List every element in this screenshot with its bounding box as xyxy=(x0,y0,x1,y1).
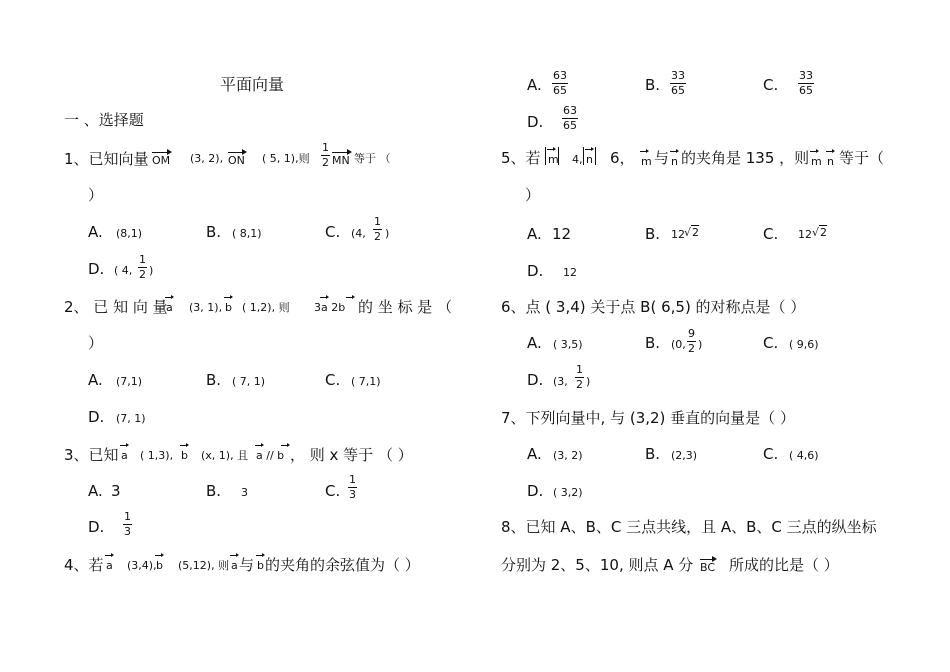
q4-vec-b: b xyxy=(156,559,163,572)
q5-option-b-value: 12 xyxy=(671,228,685,241)
q2-option-b-value: ( 7, 1) xyxy=(232,375,266,388)
q3-par-b-arrow xyxy=(281,443,290,448)
q7-stem: 7、下列向量中, 与 (3,2) 垂直的向量是（ ） xyxy=(501,409,795,427)
q3-vec-a: a xyxy=(121,449,128,462)
q3-parallel: a // b xyxy=(256,449,285,462)
q1-c-den: 2 xyxy=(374,230,381,243)
q5-n-arrow xyxy=(585,147,594,152)
q1-option-d-label: D. xyxy=(88,260,105,278)
q3-stem-tail: ， 则 x 等于 （ ） xyxy=(290,446,413,464)
q8-stem-line2-end: 所成的比是（ ） xyxy=(729,556,839,574)
q5-m-arrow xyxy=(547,147,556,152)
q2-vec-a: a xyxy=(166,301,173,314)
q6-option-b-value: (0, xyxy=(671,338,686,351)
q2-option-d-label: D. xyxy=(88,408,105,426)
q4-a-value: (3,4), xyxy=(127,559,157,572)
q6-option-d-fraction xyxy=(575,364,584,391)
q4-option-a-label: A. xyxy=(527,76,542,94)
q5-m2-arrow xyxy=(640,149,649,154)
q2-stem-start: 2、 已 知 向 量 xyxy=(64,298,168,316)
q3-option-c-fraction xyxy=(348,474,357,501)
q4-option-b-fraction xyxy=(670,70,686,97)
q3-b-arrow xyxy=(180,443,189,448)
q5-m-value: 4, xyxy=(572,153,583,166)
q1-on-label: ON xyxy=(228,154,245,167)
q2-close-paren: ） xyxy=(88,334,104,352)
q5-c-sqrt: √2 xyxy=(812,226,828,239)
q5-n-value: 6， xyxy=(610,149,635,167)
q8-stem-line1: 8、已知 A、B、C 三点共线，且 A、B、C 三点的纵坐标 xyxy=(501,518,877,536)
q3-option-c-label: C. xyxy=(325,482,341,500)
q2-option-a-value: (7,1) xyxy=(116,375,143,388)
q5-option-a-label: A. xyxy=(527,225,542,243)
q2-option-a-label: A. xyxy=(88,371,103,389)
q1-vec-om xyxy=(152,152,170,167)
q5-vec-n2: n xyxy=(671,155,678,168)
q3-option-d-label: D. xyxy=(88,518,105,536)
q1-option-c-value: (4, xyxy=(351,227,366,240)
q3-option-d-fraction xyxy=(123,511,132,538)
q1-mn-label: MN xyxy=(332,154,350,167)
q1-option-d-value: ( 4, xyxy=(114,264,133,277)
q3-c-den: 3 xyxy=(349,488,356,501)
q5-n2-arrow xyxy=(670,149,679,154)
q4-vec-b2: b xyxy=(257,559,264,572)
q2-option-d-value: (7, 1) xyxy=(116,412,146,425)
q5-option-b-label: B. xyxy=(645,225,661,243)
q4-stem-start: 4、若 xyxy=(64,556,104,574)
q3-d-num: 1 xyxy=(124,510,131,523)
q5-b-radicand: 2 xyxy=(692,226,700,239)
q1-om-value: (3, 2), xyxy=(190,152,224,165)
q7-option-b-label: B. xyxy=(645,445,661,463)
q7-option-b-value: (2,3) xyxy=(671,449,698,462)
q1-option-b-value: ( 8,1) xyxy=(232,227,262,240)
q3-option-a-value: 3 xyxy=(111,482,121,500)
q1-half-fraction xyxy=(321,142,330,169)
q5-vec-m2: m xyxy=(641,155,652,168)
q1-half-den: 2 xyxy=(322,156,329,169)
q5-n3-arrow xyxy=(826,149,835,154)
q4-vec-a2: a xyxy=(231,559,238,572)
q3-option-b-label: B. xyxy=(206,482,222,500)
q4-c-num: 33 xyxy=(799,69,813,82)
q1-om-label: OM xyxy=(152,154,171,167)
q4-d-den: 65 xyxy=(563,119,577,132)
q2-b-arrow xyxy=(224,295,233,300)
q4-a-num: 63 xyxy=(553,69,567,82)
q5-vec-n3: n xyxy=(827,155,834,168)
q4-option-a-fraction xyxy=(552,70,568,97)
q6-option-a-value: ( 3,5) xyxy=(553,338,583,351)
q5-abs-bar xyxy=(595,147,596,165)
q4-with: 与 xyxy=(239,556,255,574)
q5-option-c-label: C. xyxy=(763,225,779,243)
q8-stem-line2-start: 分别为 2、5、10, 则点 A 分 xyxy=(501,556,694,574)
q6-option-d-label: D. xyxy=(527,371,544,389)
q3-a-value: ( 1,3), xyxy=(140,449,174,462)
q1-half-num: 1 xyxy=(322,141,329,154)
q4-a-den: 65 xyxy=(553,84,567,97)
q2-option-b-label: B. xyxy=(206,371,222,389)
q1-option-c-close: ) xyxy=(385,227,390,240)
q4-b-num: 33 xyxy=(671,69,685,82)
q8-bc-label: BC xyxy=(700,561,716,574)
q4-option-d-fraction xyxy=(562,105,578,132)
q4-option-c-fraction xyxy=(798,70,814,97)
q2-stem-tail: 的 坐 标 是 （ xyxy=(358,298,453,316)
q5-c-radicand: 2 xyxy=(820,226,828,239)
q1-vec-on xyxy=(228,152,245,167)
q2-option-c-value: ( 7,1) xyxy=(351,375,381,388)
q1-option-d-close: ) xyxy=(149,264,154,277)
q5-option-d-label: D. xyxy=(527,262,544,280)
q6-d-num: 1 xyxy=(576,363,583,376)
q6-option-c-label: C. xyxy=(763,334,779,352)
q2-vec-b: b xyxy=(225,301,232,314)
q3-a-arrow xyxy=(120,443,129,448)
q2-b-value: ( 1,2), 则 xyxy=(242,301,290,314)
q5-stem-mid: 的夹角是 135 ，则 xyxy=(681,149,810,167)
q1-stem-start: 1、已知向量 xyxy=(64,150,149,168)
q1-option-b-label: B. xyxy=(206,223,222,241)
q5-vec-m: m xyxy=(548,153,559,166)
q1-d-den: 2 xyxy=(139,268,146,281)
q1-option-d-fraction xyxy=(138,254,147,281)
q1-c-num: 1 xyxy=(374,215,381,228)
q4-stem-tail: 的夹角的余弦值为（ ） xyxy=(265,556,420,574)
q3-d-den: 3 xyxy=(124,525,131,538)
page-title: 平面向量 xyxy=(220,75,285,94)
q5-vec-m3: m xyxy=(811,155,822,168)
q6-option-b-close: ) xyxy=(698,338,703,351)
q3-option-a-label: A. xyxy=(88,482,103,500)
q1-on-value: ( 5, 1),则 xyxy=(262,152,310,165)
q5-close-paren: ） xyxy=(525,186,541,204)
q4-b-value: (5,12), 则 xyxy=(178,559,230,572)
q5-abs-bar xyxy=(558,147,559,165)
q7-option-c-label: C. xyxy=(763,445,779,463)
q6-option-d-value: (3, xyxy=(553,375,568,388)
q2-a-value: (3, 1), xyxy=(189,301,223,314)
q5-m3-arrow xyxy=(810,149,819,154)
q4-b-arrow xyxy=(155,553,164,558)
q5-vec-n: n xyxy=(586,153,593,166)
q4-vec-a: a xyxy=(106,559,113,572)
q6-option-b-label: B. xyxy=(645,334,661,352)
q6-option-a-label: A. xyxy=(527,334,542,352)
q7-option-d-value: ( 3,2) xyxy=(553,486,583,499)
q2-expr-b-arrow xyxy=(346,295,355,300)
q1-option-c-fraction xyxy=(373,216,382,243)
q2-expr-a-arrow xyxy=(320,295,329,300)
q7-option-a-value: (3, 2) xyxy=(553,449,583,462)
q5-with: 与 xyxy=(654,149,670,167)
q6-stem: 6、点 ( 3,4) 关于点 B( 6,5) 的对称点是（ ） xyxy=(501,298,806,316)
q1-option-c-label: C. xyxy=(325,223,341,241)
q7-option-c-value: ( 4,6) xyxy=(789,449,819,462)
q4-d-num: 63 xyxy=(563,104,577,117)
q6-option-b-fraction xyxy=(687,328,696,355)
q4-a-arrow xyxy=(105,553,114,558)
q5-abs-bar xyxy=(545,147,546,165)
q5-stem-tail: 等于（ xyxy=(839,149,885,167)
q5-option-a-value: 12 xyxy=(552,225,572,243)
section-heading: 一 、选择题 xyxy=(64,111,144,129)
q1-close-paren: ） xyxy=(88,186,104,204)
q2-option-c-label: C. xyxy=(325,371,341,389)
q5-option-d-value: 12 xyxy=(563,266,577,279)
q3-vec-b: b xyxy=(181,449,188,462)
q3-c-num: 1 xyxy=(349,473,356,486)
q4-option-b-label: B. xyxy=(645,76,661,94)
q7-option-a-label: A. xyxy=(527,445,542,463)
q6-option-c-value: ( 9,6) xyxy=(789,338,819,351)
q1-option-a-label: A. xyxy=(88,223,103,241)
q4-option-d-label: D. xyxy=(527,113,544,131)
q2-a-arrow xyxy=(165,295,174,300)
q3-stem-start: 3、已知 xyxy=(64,446,119,464)
q6-b-num: 9 xyxy=(688,327,695,340)
q3-par-a-arrow xyxy=(255,443,264,448)
q4-b-den: 65 xyxy=(671,84,685,97)
q4-b2-arrow xyxy=(256,553,265,558)
q3-option-b-value: 3 xyxy=(241,486,248,499)
q5-option-c-value: 12 xyxy=(798,228,812,241)
q8-vec-bc xyxy=(700,559,715,574)
q4-c-den: 65 xyxy=(799,84,813,97)
q2-expression: 3a 2b xyxy=(314,301,346,314)
q1-vec-mn xyxy=(332,152,350,167)
q1-d-num: 1 xyxy=(139,253,146,266)
q6-d-den: 2 xyxy=(576,378,583,391)
q1-option-a-value: (8,1) xyxy=(116,227,143,240)
q1-stem-tail: 等于 （ xyxy=(354,152,391,165)
q6-option-d-close: ) xyxy=(586,375,591,388)
q7-option-d-label: D. xyxy=(527,482,544,500)
q5-stem-start: 5、若 xyxy=(501,149,541,167)
q4-option-c-label: C. xyxy=(763,76,779,94)
q4-a2-arrow xyxy=(230,553,239,558)
q3-b-value: (x, 1), 且 xyxy=(201,449,249,462)
q5-abs-bar xyxy=(583,147,584,165)
q5-b-sqrt: √2 xyxy=(684,226,700,239)
q6-b-den: 2 xyxy=(688,342,695,355)
